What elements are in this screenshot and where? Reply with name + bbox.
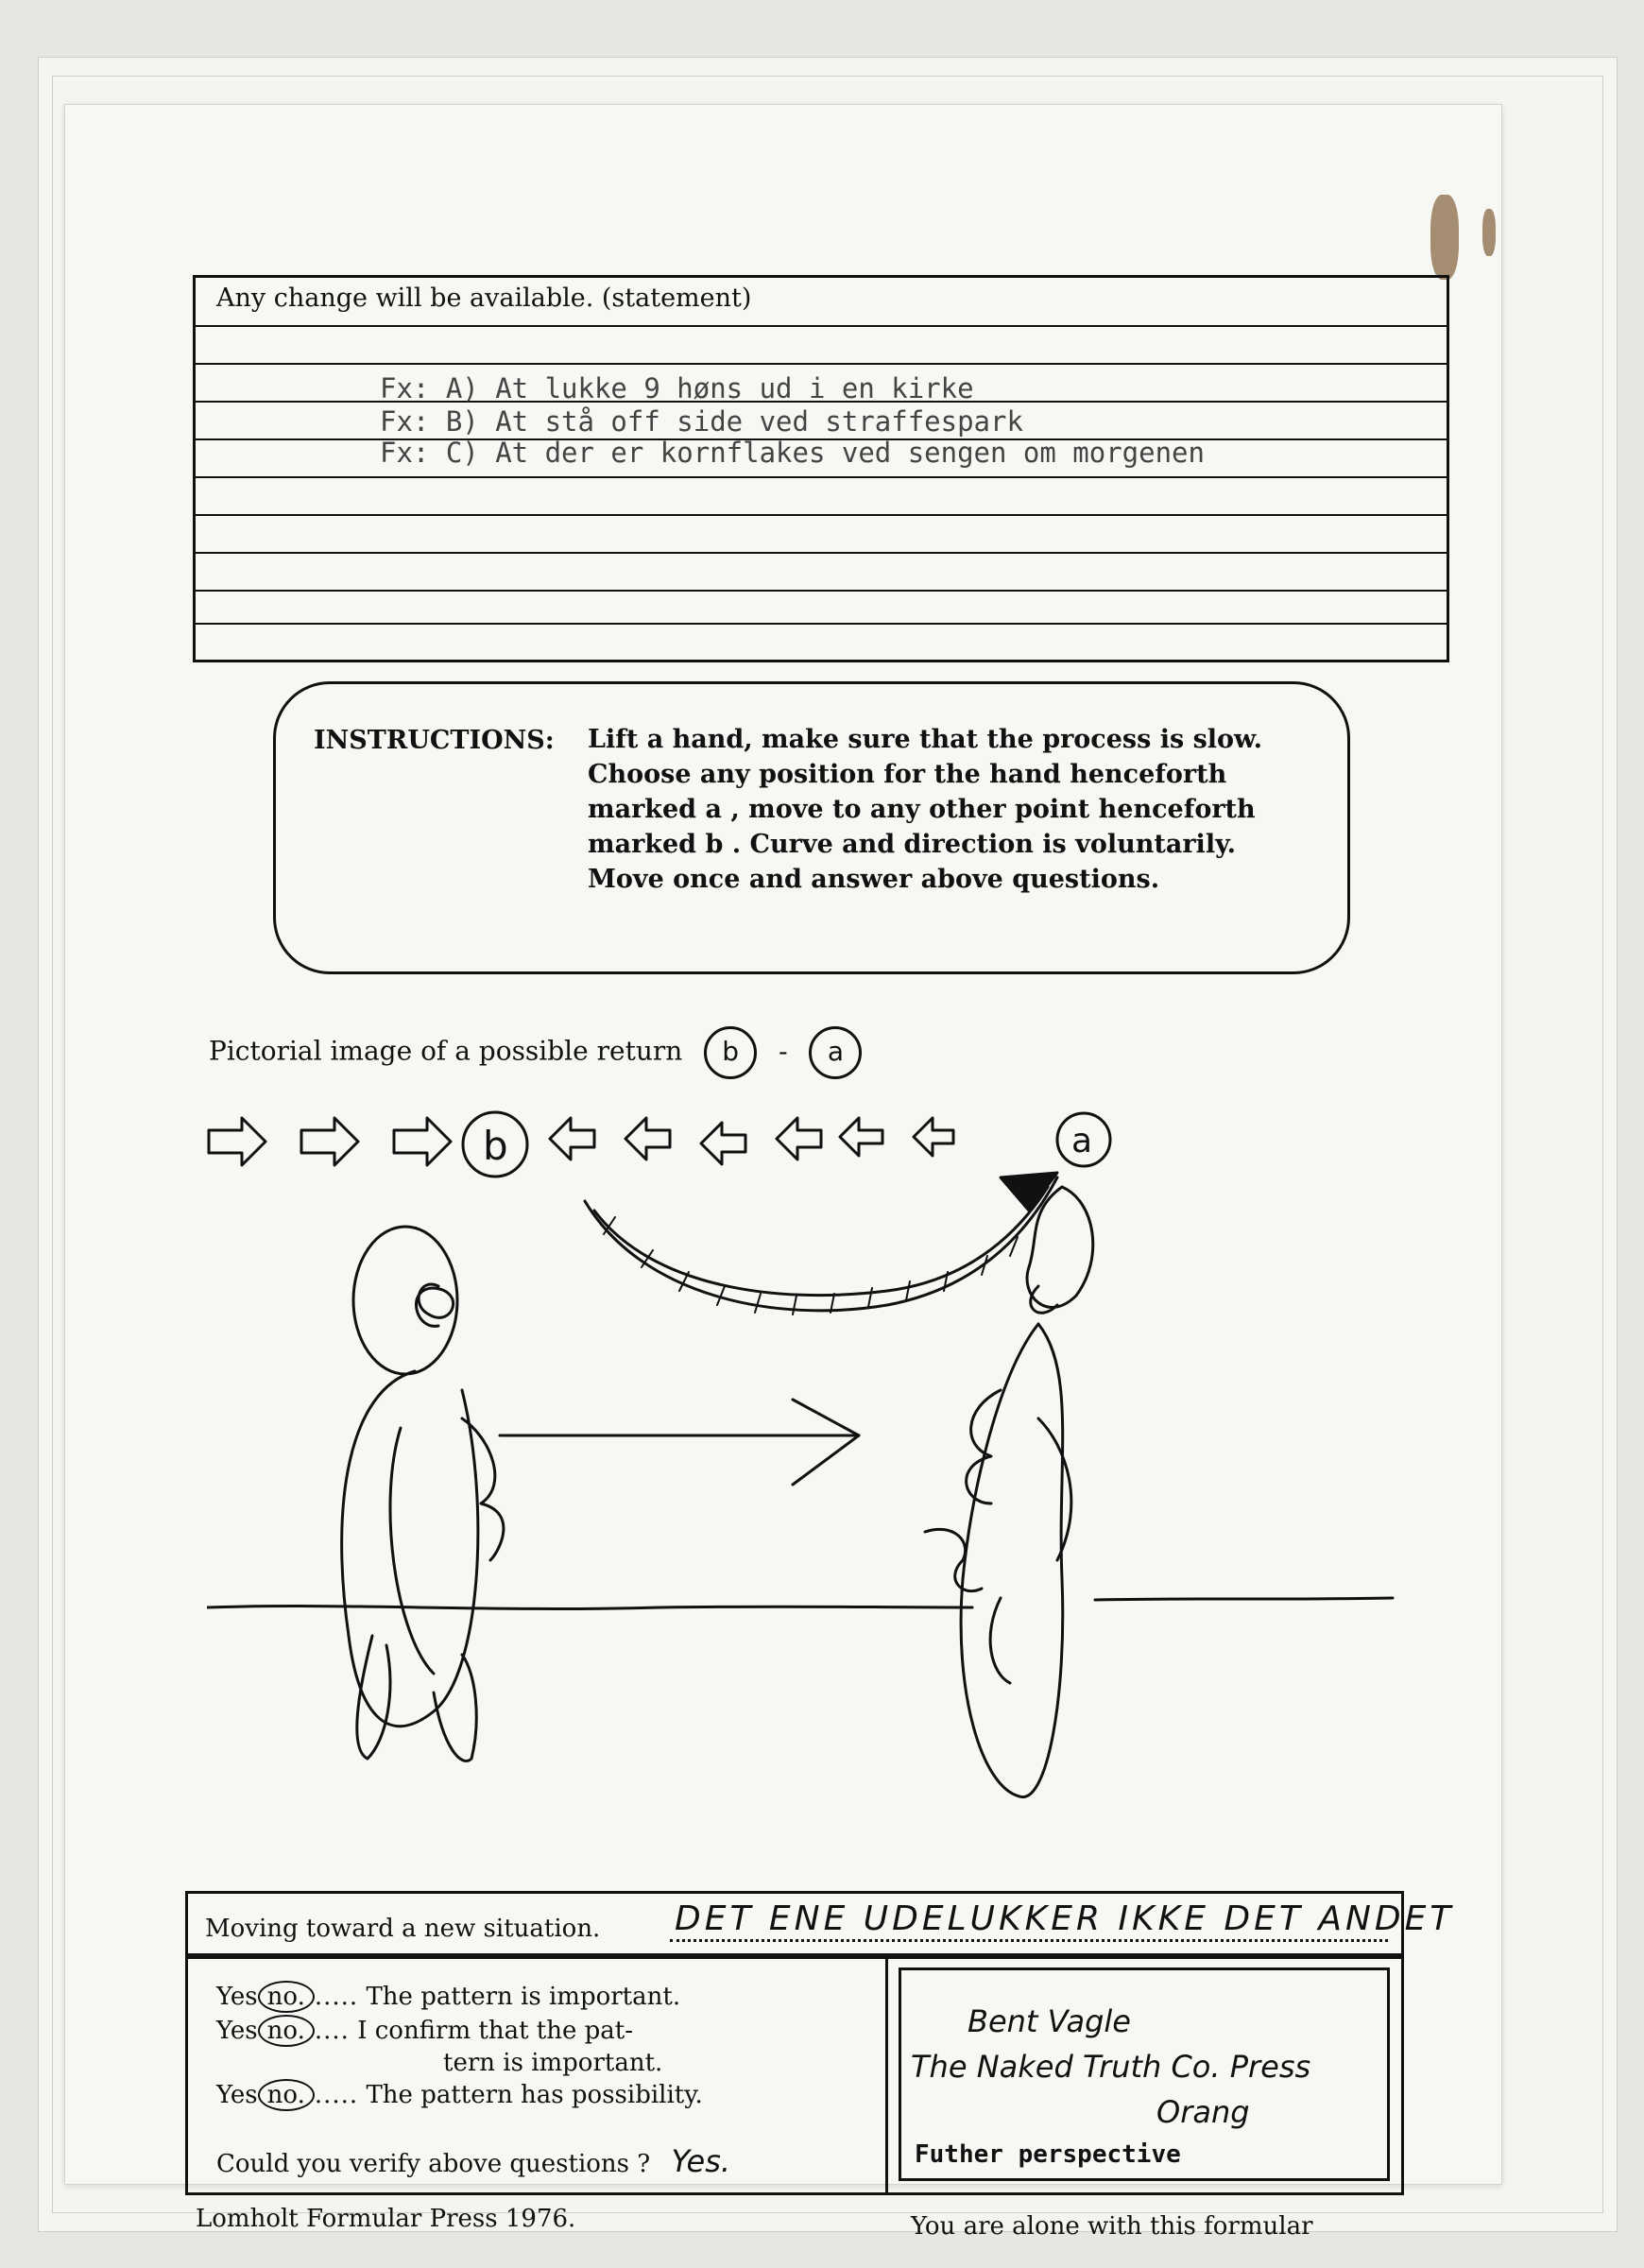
- no-option-circled[interactable]: no.: [258, 2079, 315, 2111]
- leader-dots: .....: [314, 2081, 359, 2109]
- table-rule: [196, 476, 1447, 478]
- marker-a-label: a: [1071, 1122, 1093, 1160]
- yes-option[interactable]: Yes: [216, 2081, 258, 2109]
- rust-stain: [1430, 195, 1459, 280]
- statement-heading: Any change will be available. (statement): [216, 284, 752, 313]
- left-arrow-icon: [701, 1123, 745, 1164]
- left-arrow-icon: [777, 1118, 821, 1160]
- circle-b-marker: b: [704, 1026, 757, 1079]
- moving-dotted-line: [670, 1939, 1388, 1942]
- left-arrow-icon: [840, 1118, 882, 1156]
- circle-a-marker: a: [809, 1026, 862, 1079]
- example-line: Fx: B) At stå off side ved straffespark: [380, 405, 1023, 438]
- verify-question: Could you verify above questions ?: [216, 2150, 651, 2178]
- questions-panel: [188, 1956, 888, 2192]
- table-rule: [196, 623, 1447, 625]
- table-rule: [196, 514, 1447, 516]
- question-text: The pattern is important.: [366, 1983, 681, 2011]
- example-line: Fx: A) At lukke 9 høns ud i en kirke: [380, 372, 974, 404]
- movement-arrow: [500, 1400, 859, 1485]
- table-rule: [196, 590, 1447, 592]
- pictorial-label: Pictorial image of a possible return: [209, 1035, 683, 1067]
- curved-path-stroke: [585, 1173, 1057, 1314]
- footer-tagline: You are alone with this formular: [911, 2212, 1313, 2241]
- no-option-circled[interactable]: no.: [258, 2015, 315, 2047]
- question-text: The pattern has possibility.: [366, 2081, 703, 2109]
- pictorial-heading: [209, 1026, 862, 1079]
- question-row-continued: [443, 2049, 662, 2077]
- verify-row: [216, 2143, 730, 2179]
- left-figure: [342, 1227, 504, 1761]
- signature-line: The Naked Truth Co. Press: [911, 2049, 1311, 2085]
- instructions-text: Lift a hand, make sure that the process is slow. Choose any position for the hand henceforth marked a , move to any other point henceforth marked b . Curve and direction is voluntarily. Move once and answer above questions.: [588, 725, 1262, 894]
- table-rule: [196, 363, 1447, 365]
- question-row: [216, 2015, 633, 2047]
- handwritten-signature: [911, 1999, 1310, 2135]
- dash-separator: -: [779, 1035, 788, 1067]
- no-option-circled[interactable]: no.: [258, 1981, 315, 2013]
- yes-option[interactable]: Yes: [216, 2017, 258, 2045]
- instructions-box: [273, 681, 1350, 974]
- return-illustration: [207, 1107, 1435, 1806]
- left-arrow-icon: [550, 1118, 594, 1160]
- verify-handwritten-answer: Yes.: [671, 2143, 731, 2179]
- perspective-label: Futher perspective: [915, 2140, 1181, 2169]
- footer-publisher: Lomholt Formular Press 1976.: [196, 2205, 576, 2233]
- instructions-label: INSTRUCTIONS:: [314, 726, 555, 755]
- right-arrow-icon: [301, 1118, 358, 1165]
- moving-handwritten-answer: DET ENE UDELUKKER IKKE DET ANDET: [675, 1899, 1455, 1938]
- signature-line: Bent Vagle: [968, 2003, 1131, 2039]
- question-row: [216, 1981, 680, 2013]
- question-text: tern is important.: [443, 2049, 663, 2077]
- signature-line: Orang: [1156, 2094, 1250, 2130]
- right-arrow-icon: [209, 1118, 265, 1165]
- table-rule: [196, 325, 1447, 327]
- question-text: I confirm that the pat-: [357, 2017, 634, 2045]
- marker-b-label: b: [483, 1123, 508, 1169]
- example-line: Fx: C) At der er kornflakes ved sengen om morgenen: [380, 437, 1205, 469]
- table-rule: [196, 552, 1447, 554]
- answers-box: [185, 1953, 1404, 2195]
- leader-dots: ....: [314, 2017, 350, 2045]
- moving-box: [185, 1891, 1455, 1959]
- question-row: [216, 2079, 703, 2111]
- moving-label: Moving toward a new situation.: [205, 1915, 601, 1943]
- arrow-row: [209, 1112, 1110, 1177]
- rust-stain-small: [1482, 209, 1496, 256]
- left-arrow-icon: [625, 1118, 670, 1160]
- perspective-box: [899, 1967, 1390, 2181]
- right-arrow-icon: [394, 1118, 451, 1165]
- left-arrow-icon: [914, 1118, 953, 1156]
- formular-sheet: [64, 104, 1502, 2241]
- ground-line: [207, 1598, 1393, 1608]
- right-figure: [925, 1187, 1093, 1797]
- yes-option[interactable]: Yes: [216, 1983, 258, 2011]
- statement-table: [193, 275, 1449, 662]
- leader-dots: .....: [314, 1983, 359, 2011]
